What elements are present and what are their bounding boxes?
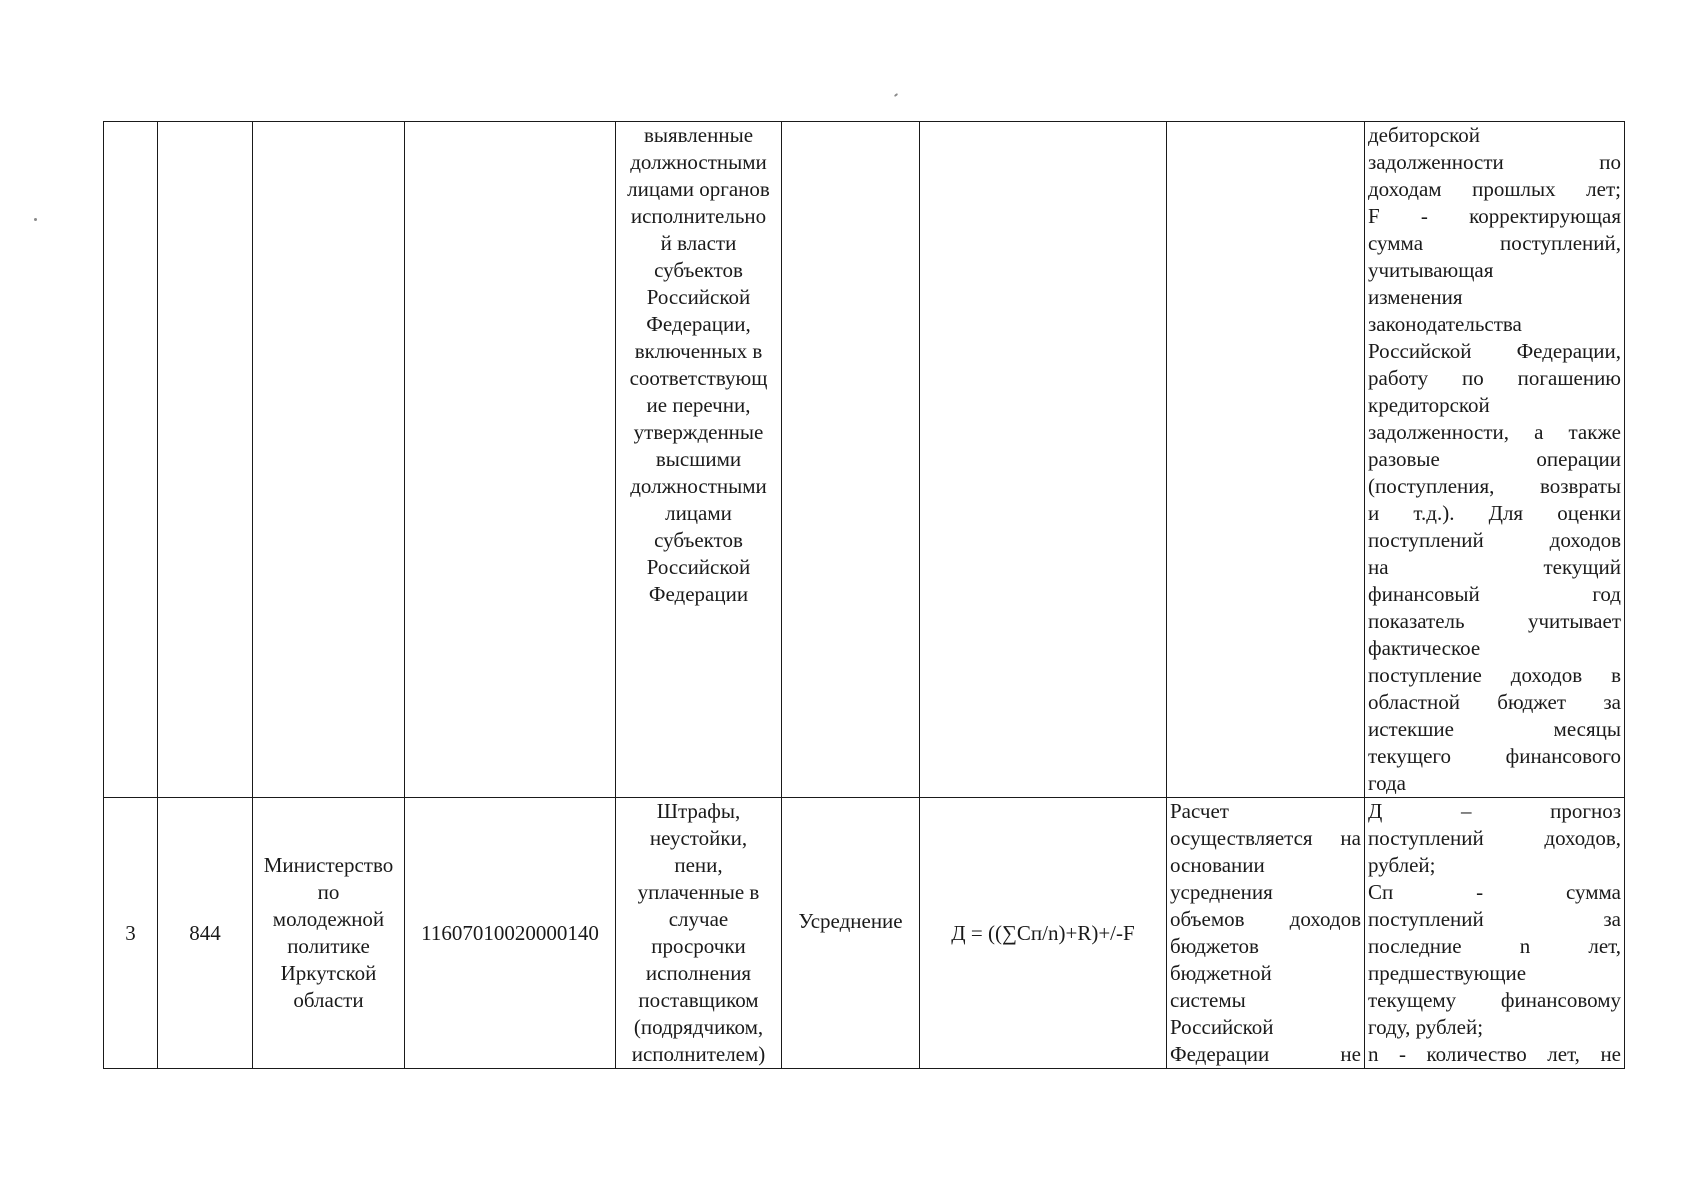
text-line: Иркутской <box>280 961 377 985</box>
text-line: учитывающая <box>1368 258 1494 282</box>
text-line: текущего финансового <box>1368 744 1621 768</box>
text-line: пени, <box>674 853 723 877</box>
text-line: задолженности, а также <box>1368 420 1621 444</box>
text-line: предшествующие <box>1368 961 1527 985</box>
text-line: рублей; <box>1368 853 1436 877</box>
text-line: субъектов <box>654 258 743 282</box>
text-line: Российской <box>646 555 751 579</box>
text-line: Российской <box>1170 1015 1274 1039</box>
text-line: лицами <box>665 501 732 525</box>
text-line: показатель учитывает <box>1368 609 1621 633</box>
text-line: молодежной <box>272 907 385 931</box>
text-line: должностными <box>630 150 767 174</box>
text-line: доходам прошлых лет; <box>1368 177 1621 201</box>
text-line: исполнительно <box>630 204 767 228</box>
text-line: основании <box>1170 853 1265 877</box>
text-line: года <box>1368 771 1406 795</box>
text-line: (поступления, возвраты <box>1368 474 1621 498</box>
text-line: задолженности по <box>1368 150 1621 174</box>
text-line: последние n лет, <box>1368 934 1621 958</box>
text-line: Д – прогноз <box>1368 799 1621 823</box>
text-line: уплаченные в <box>637 880 760 904</box>
cell-kbk: 11607010020000140 <box>405 798 616 1069</box>
text-line: области <box>293 988 364 1012</box>
text-line: бюджетной <box>1170 961 1272 985</box>
text-line: бюджетов <box>1170 934 1259 958</box>
text-line: исполнения <box>645 961 752 985</box>
cell-number <box>104 122 158 798</box>
text-line: поступление доходов в <box>1368 663 1621 687</box>
text-line: исполнителем) <box>631 1042 766 1066</box>
text-line: кредиторской <box>1368 393 1490 417</box>
cell-method <box>782 122 920 798</box>
cell-formula: Д = ((∑Сп/n)+R)+/-F <box>920 798 1167 1069</box>
text-line: поступлений доходов, <box>1368 826 1621 850</box>
text-line: политике <box>287 934 370 958</box>
text-line: Федерации <box>648 582 749 606</box>
text-line: сумма поступлений, <box>1368 231 1621 255</box>
text-line: утвержденные <box>633 420 764 444</box>
text-line: Расчет <box>1170 799 1229 823</box>
text-line: Министерство <box>263 853 394 877</box>
text-line: просрочки <box>651 934 746 958</box>
text-line: включенных в <box>634 339 763 363</box>
text-line: областной бюджет за <box>1368 690 1621 714</box>
text-line: работу по погашению <box>1368 366 1621 390</box>
text-line: усреднения <box>1170 880 1273 904</box>
cell-admin-name <box>253 122 405 798</box>
text-line: поступлений доходов <box>1368 528 1621 552</box>
cell-income-name <box>616 798 782 1069</box>
text-line: Штрафы, <box>656 799 741 823</box>
cell-admin-code: 844 <box>158 798 253 1069</box>
text-line: и т.д.). Для оценки <box>1368 501 1621 525</box>
text-line: Федерации не <box>1170 1042 1361 1066</box>
scan-speck <box>34 218 37 221</box>
text-line: осуществляется на <box>1170 826 1361 850</box>
income-forecast-table <box>103 121 1625 1069</box>
text-line: финансовый год <box>1368 582 1621 606</box>
cell-admin-code <box>158 122 253 798</box>
text-line: Федерации, <box>646 312 751 336</box>
cell-kbk <box>405 122 616 798</box>
text-line: должностными <box>630 474 767 498</box>
text-line: лицами органов <box>627 177 770 201</box>
text-line: выявленные <box>643 123 754 147</box>
text-line: по <box>317 880 340 904</box>
text-line: Сп - сумма <box>1368 880 1621 904</box>
text-line: высшими <box>655 447 742 471</box>
text-line: фактическое <box>1368 636 1481 660</box>
table-row-continued <box>104 122 1625 798</box>
cell-formula <box>920 122 1167 798</box>
text-line: дебиторской <box>1368 123 1481 147</box>
text-line: (подрядчиком, <box>633 1015 764 1039</box>
scan-speck <box>894 93 898 97</box>
text-line: Российской <box>646 285 751 309</box>
text-line: текущему финансовому <box>1368 988 1621 1012</box>
text-line: на текущий <box>1368 555 1621 579</box>
text-line: поставщиком <box>638 988 759 1012</box>
text-line: n - количество лет, не <box>1368 1042 1621 1066</box>
text-line: разовые операции <box>1368 447 1621 471</box>
text-line: случае <box>668 907 729 931</box>
cell-method: Усреднение <box>782 798 920 1069</box>
table-row-3 <box>104 798 1625 1069</box>
text-line: истекшие месяцы <box>1368 717 1621 741</box>
text-line: году, рублей; <box>1368 1015 1484 1039</box>
text-line: законодательства <box>1368 312 1522 336</box>
cell-algorithm <box>1167 798 1365 1069</box>
text-line: поступлений за <box>1368 907 1621 931</box>
cell-notes <box>1365 798 1625 1069</box>
text-line: изменения <box>1368 285 1463 309</box>
text-line: неустойки, <box>649 826 748 850</box>
text-line: объемов доходов <box>1170 907 1361 931</box>
cell-income-name <box>616 122 782 798</box>
cell-algorithm <box>1167 122 1365 798</box>
cell-number: 3 <box>104 798 158 1069</box>
text-line: й власти <box>660 231 737 255</box>
text-line: Российской Федерации, <box>1368 339 1621 363</box>
cell-admin-name <box>253 798 405 1069</box>
text-line: субъектов <box>654 528 743 552</box>
cell-notes <box>1365 122 1625 798</box>
text-line: ие перечни, <box>646 393 751 417</box>
text-line: соответствующ <box>629 366 768 390</box>
text-line: F - корректирующая <box>1368 204 1621 228</box>
text-line: системы <box>1170 988 1246 1012</box>
